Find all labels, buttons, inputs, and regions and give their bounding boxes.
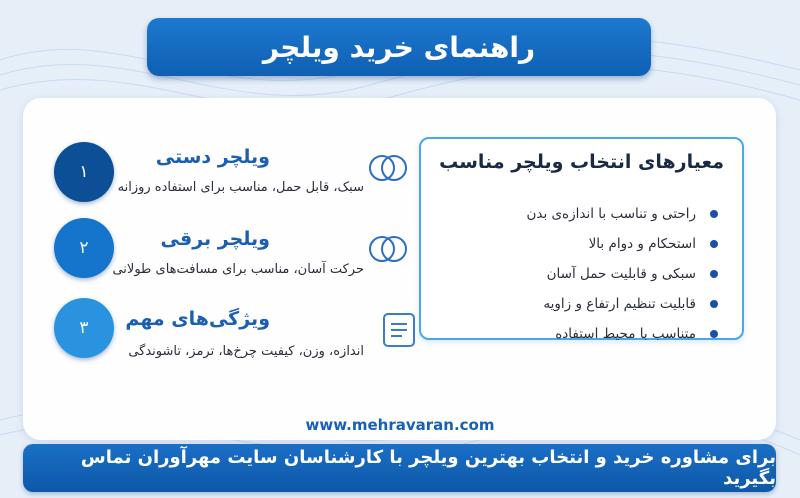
step-number: ۲ — [79, 238, 89, 258]
item-title: ویژگی‌های مهم — [125, 308, 270, 330]
item-description: اندازه، وزن، کیفیت چرخ‌ها، ترمز، تاشوندگی — [128, 344, 364, 359]
cta-text: برای مشاوره خرید و انتخاب بهترین ویلچر با کارشناسان سایت مهرآوران تماس بگیرید — [80, 447, 776, 489]
selection-criteria-box — [419, 137, 744, 340]
list-item — [526, 319, 718, 349]
step-number-badge — [54, 298, 114, 358]
item-description: سبک، قابل حمل، مناسب برای استفاده روزانه — [117, 180, 364, 195]
rings-icon — [366, 234, 412, 264]
step-number-badge — [54, 218, 114, 278]
step-number: ۱ — [79, 162, 89, 182]
criteria-title: معیارهای انتخاب ویلچر مناسب — [439, 151, 724, 173]
page-title-banner — [147, 18, 651, 76]
contact-cta-bar[interactable] — [23, 444, 776, 492]
item-description: حرکت آسان، مناسب برای مسافت‌های طولانی — [112, 262, 364, 277]
list-item — [526, 259, 718, 289]
step-number-badge — [54, 142, 114, 202]
page-title: راهنمای خرید ویلچر — [262, 30, 536, 64]
step-number: ۳ — [79, 318, 89, 338]
bullet-icon — [710, 300, 718, 308]
item-title: ویلچر برقی — [160, 228, 270, 250]
site-link[interactable]: www.mehravaran.com — [305, 416, 495, 434]
rings-icon — [366, 153, 412, 183]
criteria-list — [526, 199, 718, 349]
document-icon — [382, 312, 416, 348]
bullet-icon — [710, 210, 718, 218]
criteria-text: متناسب با محیط استفاده — [555, 326, 696, 342]
bullet-icon — [710, 270, 718, 278]
item-title: ویلچر دستی — [155, 146, 270, 168]
criteria-text: قابلیت تنظیم ارتفاع و زاویه — [543, 296, 696, 312]
list-item — [526, 199, 718, 229]
criteria-text: استحکام و دوام بالا — [588, 236, 696, 252]
bullet-icon — [710, 330, 718, 338]
criteria-text: راحتی و تناسب با اندازه‌ی بدن — [526, 206, 696, 222]
list-item — [526, 229, 718, 259]
bullet-icon — [710, 240, 718, 248]
list-item — [526, 289, 718, 319]
criteria-text: سبکی و قابلیت حمل آسان — [546, 266, 696, 282]
